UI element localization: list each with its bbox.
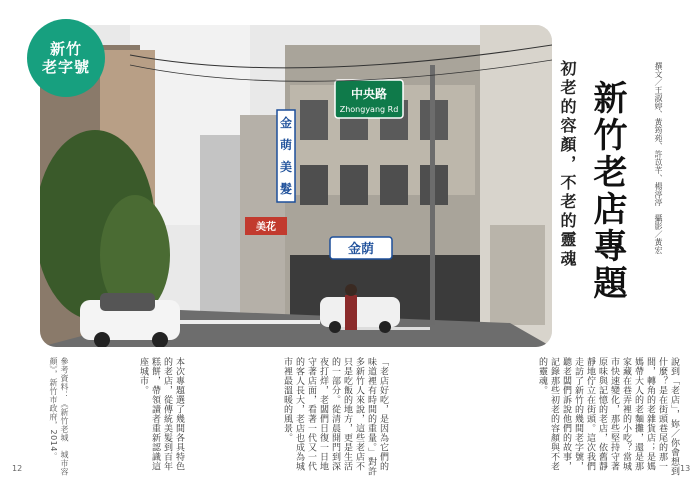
shop-sign-char-2: 萌	[279, 138, 293, 152]
shop-sign-char-3: 美	[279, 160, 293, 174]
body-text-right: 說到「老店」，妳／你會想到什麼？是在街頭巷尾的那一間，轉角的老雜貨店；是媽媽帶大人的老麵攤，還是那家藏在巷弄裡的小吃？當城市快速變化，那些堅持守著原味與記憶的老店，依舊靜靜地佇立在街頭。這次我們走訪了新竹的幾間老字號，聽老闆們訴說他們的故事，記錄那些初老的容顏與不老的靈魂。	[537, 357, 679, 476]
feature-subtitle: 初老的容顏，不老的靈魂	[558, 60, 577, 269]
section-badge	[27, 19, 105, 97]
shop-sign-char-4: 髮	[279, 182, 293, 196]
street-photo	[40, 25, 552, 347]
red-sign: 美花	[256, 222, 276, 233]
badge-line-2: 老字號	[41, 58, 90, 76]
feature-title: 新竹老店專題	[587, 80, 627, 302]
body-text-middle: 「老店好吃，是因為它們的味道裡有時間的重量。」對許多新竹人來說，這些老店不只是吃飯的地方，更是生活的一部分。從清晨開門到深夜打烊，老闆們日復一日地守著店面，看著一代又一代的客人長大，老店也成為城市裡最溫暖的風景。	[282, 357, 388, 476]
body-text-left: 本次專題選了幾間各具特色的老店，從傳統美髮到百年糕餅，帶領讀者重新認識這座城市。	[138, 357, 184, 471]
shop-sign-char-1: 金	[279, 116, 293, 130]
street-scene	[40, 25, 552, 347]
reference-note: 參考資料：《新竹老城 城市容顏》，新竹市政府，2014。	[49, 357, 69, 476]
shop-banner: 金荫	[347, 242, 375, 257]
byline-credits: 撰文／王淑婷、黃筠苑、許苡芊、楊渟渟 攝影／黃宏	[654, 62, 663, 254]
badge-line-1: 新竹	[49, 40, 82, 58]
page-number-left: 12	[12, 464, 23, 473]
street-sign-en: Zhongyang Rd	[339, 105, 399, 114]
street-sign-cn: 中央路	[350, 87, 388, 101]
page-number-right: 13	[680, 464, 691, 473]
